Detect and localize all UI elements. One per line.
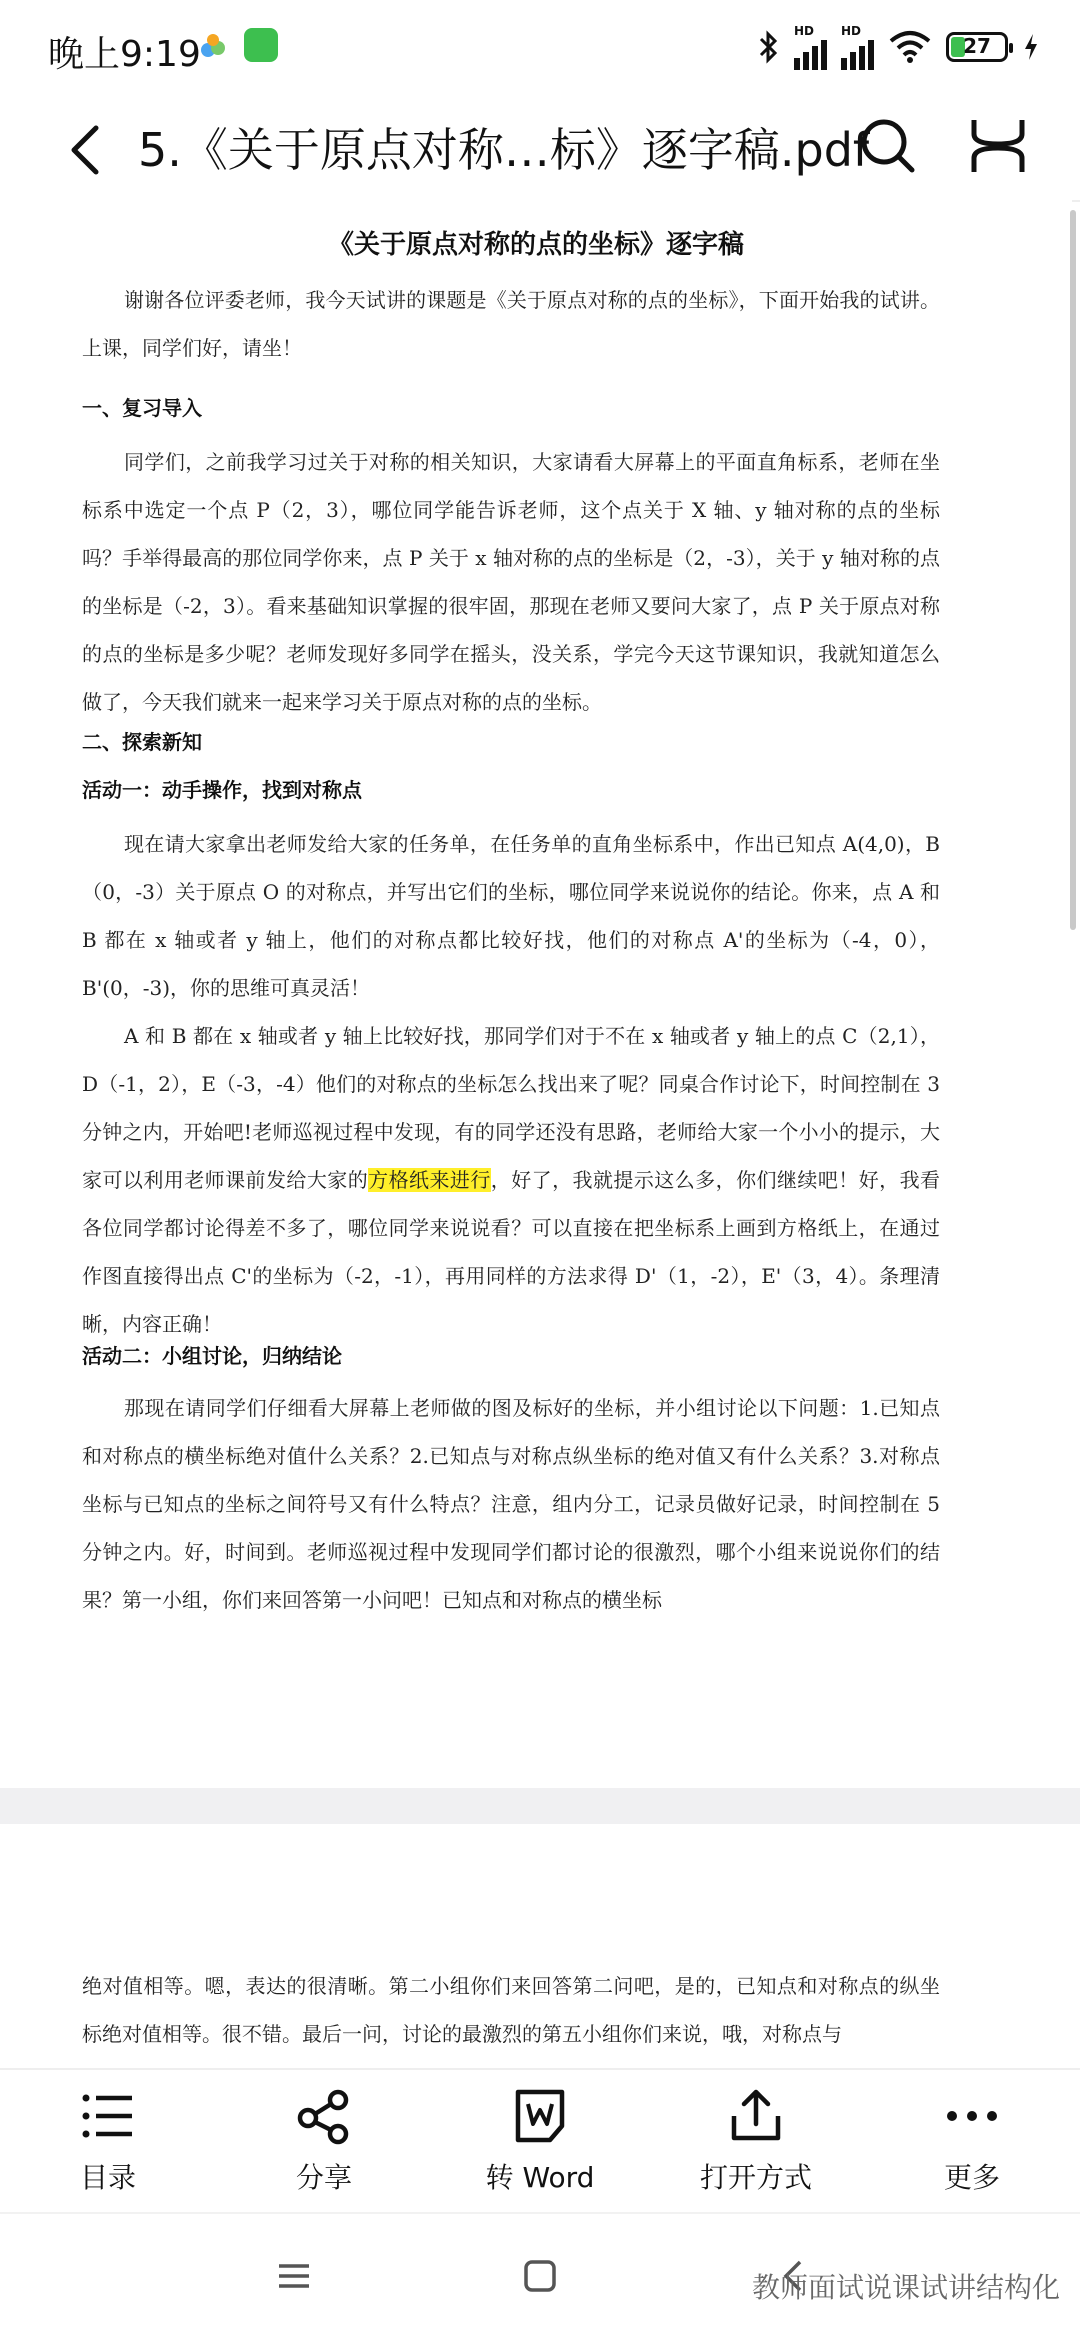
toc-label: 目录: [79, 2161, 136, 2194]
menu-nav-icon[interactable]: [276, 2258, 312, 2294]
battery-icon: 27: [946, 32, 1008, 62]
convert-word-label: 转 Word: [485, 2161, 595, 2194]
search-icon[interactable]: [856, 114, 920, 178]
pdf-page-2[interactable]: [0, 1824, 1080, 2068]
scrollbar[interactable]: [1070, 210, 1076, 930]
activity-two-heading: 活动二：小组讨论，归纳结论: [82, 1344, 342, 1368]
page-separator: [0, 1788, 1080, 1824]
home-nav-icon[interactable]: [522, 2258, 558, 2294]
system-nav-bar: [0, 2212, 1080, 2342]
activity-one-paragraph-2: A 和 B 都在 x 轴或者 y 轴上比较好找，那同学们对于不在 x 轴或者 y 轴上的点 C（2,1），D（-1，2），E（-3，-4）他们的对称点的坐标怎么找出来了呢？同桌合作讨论下，时间控制在 3 分钟之内，开始吧!老师巡视过程中发现，有的同学还没有思路，老师给大家一个小小的提示，大家可以利用老师课前发给大家的方格纸来进行，好了，我就提示这么多，你们继续吧！好，我看各位同学都讨论得差不多了，哪位同学来说说看？可以直接在把坐标系上画到方格纸上，在通过作图直接得出点 C'的坐标为（-2，-1），再用同样的方法求得 D'（1，-2），E'（3，4）。条理清晰，内容正确！: [82, 1024, 941, 1336]
section-review: 一、复习导入: [82, 396, 202, 420]
status-bar: [0, 0, 1080, 100]
charging-icon: [1022, 32, 1040, 62]
more-button[interactable]: [892, 2086, 1052, 2196]
pdf-page[interactable]: [0, 200, 1072, 1788]
highlighted-text: 方格纸来进行: [368, 1168, 491, 1192]
review-paragraph: 同学们，之前我学习过关于对称的相关知识，大家请看大屏幕上的平面直角标系，老师在坐标系中选定一个点 P（2，3），哪位同学能告诉老师，这个点关于 X 轴、y 轴对称的点的坐标吗？手举得最高的那位同学你来，点 P 关于 x 轴对称的点的坐标是（2，-3），关于 y 轴对称的点的坐标是（-2，3）。看来基础知识掌握的很牢固，那现在老师又要问大家了，点 P 关于原点对称的点的坐标是多少呢？老师发现好多同学在摇头，没关系，学完今天这节课知识，我就知道怎么做了，今天我们就来一起来学习关于原点对称的点的坐标。: [82, 450, 940, 714]
upload-icon: [726, 2086, 786, 2146]
share-icon: [294, 2086, 354, 2146]
word-icon: [510, 2086, 570, 2146]
toc-button[interactable]: [28, 2086, 188, 2196]
cloud-app-icon: [196, 30, 230, 64]
activity-two-paragraph: 那现在请同学们仔细看大屏幕上老师做的图及标好的坐标，并小组讨论以下问题：1.已知点和对称点的横坐标绝对值什么关系？2.已知点与对称点纵坐标的绝对值又有什么关系？3.对称点坐标与已知点的坐标之间符号又有什么特点？注意，组内分工，记录员做好记录，时间控制在 5 分钟之内。好，时间到。老师巡视过程中发现同学们都讨论的很激烈，哪个小组来说说你们的结果？第一小组，你们来回答第一小问吧！已知点和对称点的横坐标: [82, 1396, 940, 1612]
bottom-toolbar: [0, 2068, 1080, 2212]
status-time: 晚上9:19: [48, 34, 201, 75]
convert-word-button[interactable]: [460, 2086, 620, 2196]
title-bar: [0, 100, 1080, 202]
open-with-button[interactable]: [676, 2086, 836, 2196]
open-with-label: 打开方式: [699, 2161, 812, 2194]
intro-paragraph: 谢谢各位评委老师，我今天试讲的课题是《关于原点对称的点的坐标》，下面开始我的试讲。上课，同学们好，请坐！: [82, 288, 940, 360]
section-explore: 二、探索新知: [82, 730, 202, 754]
activity-one-heading: 活动一：动手操作，找到对称点: [82, 778, 362, 802]
more-icon: [942, 2086, 1002, 2146]
signal-icon-2: HD: [841, 24, 874, 70]
expand-icon[interactable]: [966, 114, 1030, 178]
list-icon: [78, 2086, 138, 2146]
more-label: 更多: [943, 2161, 1000, 2194]
signal-icon-1: HD: [794, 24, 827, 70]
share-label: 分享: [295, 2161, 352, 2194]
back-icon[interactable]: [58, 120, 118, 180]
continued-paragraph: 绝对值相等。嗯，表达的很清晰。第二小组你们来回答第二问吧，是的，已知点和对称点的纵坐标绝对值相等。很不错。最后一问，讨论的最激烈的第五小组你们来说，哦，对称点与: [82, 1974, 940, 2046]
document-title: 5.《关于原点对称…标》逐字稿.pdf: [138, 123, 870, 177]
bluetooth-icon: [756, 29, 780, 65]
wifi-icon: [888, 29, 932, 65]
doc-heading: 《关于原点对称的点的坐标》逐字稿: [327, 230, 744, 260]
activity-one-paragraph: 现在请大家拿出老师发给大家的任务单，在任务单的直角坐标系中，作出已知点 A(4,0)，B（0，-3）关于原点 O 的对称点，并写出它们的坐标，哪位同学来说说你的结论。你来，点 A 和 B 都在 x 轴或者 y 轴上，他们的对称点都比较好找，他们的对称点 A'的坐标为（-4，0），B'(0，-3)，你的思维可真灵活！: [82, 832, 940, 1000]
watermark: 教师面试说课试讲结构化: [751, 2271, 1060, 2304]
android-app-icon: [244, 28, 278, 62]
share-button[interactable]: [244, 2086, 404, 2196]
